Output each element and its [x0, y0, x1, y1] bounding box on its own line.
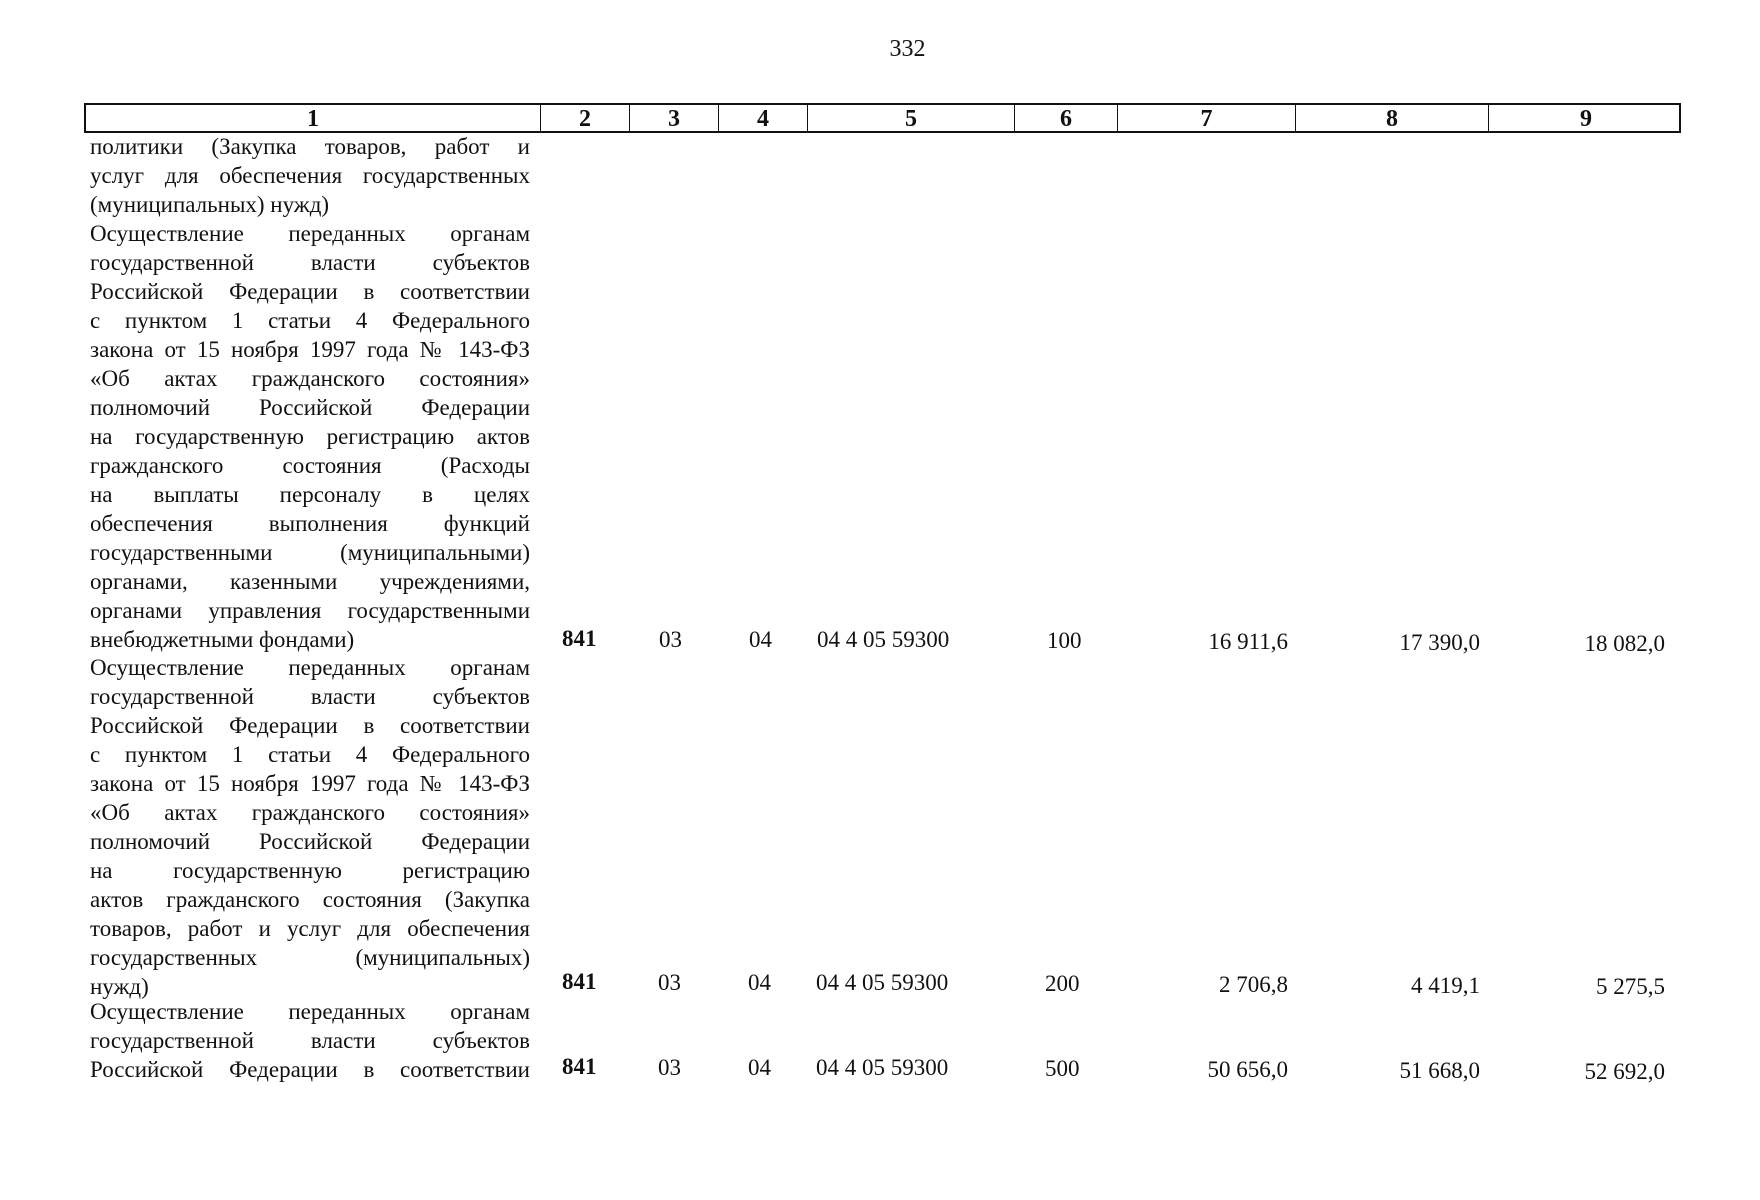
- cell-col9: 52 692,0: [1584, 1059, 1665, 1084]
- description-line: Российской Федерации в соответствии: [90, 713, 530, 738]
- row-description: [90, 219, 530, 654]
- row-description: [90, 132, 530, 219]
- description-line: на выплаты персоналу в целях: [90, 482, 530, 507]
- column-7-header: 7: [1117, 105, 1295, 131]
- description-line: «Об актах гражданского состояния»: [90, 800, 530, 825]
- cell-col8: 17 390,0: [1399, 630, 1480, 655]
- description-line: Российской Федерации в соответствии: [90, 279, 530, 304]
- cell-col5: 04 4 05 59300: [817, 627, 950, 652]
- cell-col5: 04 4 05 59300: [816, 970, 949, 995]
- description-line: государственных (муниципальных): [90, 945, 530, 970]
- cell-col4: 04: [748, 970, 771, 995]
- column-1-header: 1: [307, 106, 319, 132]
- description-line: органами управления государственными: [90, 598, 530, 623]
- row-description: [90, 997, 530, 1084]
- cell-col8: 51 668,0: [1399, 1058, 1480, 1083]
- cell-col7: 50 656,0: [1207, 1057, 1288, 1082]
- column-number-header: [84, 103, 1681, 133]
- cell-col2: 841: [562, 1054, 597, 1079]
- description-line: Осуществление переданных органам: [90, 999, 530, 1024]
- cell-col4: 04: [749, 627, 772, 652]
- cell-col9: 5 275,5: [1596, 974, 1665, 999]
- description-line: государственной власти субъектов: [90, 250, 530, 275]
- description-line: полномочий Российской Федерации: [90, 395, 530, 420]
- description-line: Осуществление переданных органам: [90, 655, 530, 680]
- description-line: Осуществление переданных органам: [90, 221, 530, 246]
- cell-col6: 100: [1047, 628, 1082, 653]
- column-3-header: 3: [629, 105, 718, 131]
- cell-col3: 03: [658, 1055, 681, 1080]
- description-line: (муниципальных) нужд): [90, 192, 330, 217]
- description-line: товаров, работ и услуг для обеспечения: [90, 916, 530, 941]
- description-line: актов гражданского состояния (Закупка: [90, 887, 530, 912]
- cell-col3: 03: [659, 627, 682, 652]
- description-line: на государственную регистрацию: [90, 858, 530, 883]
- cell-col7: 16 911,6: [1208, 629, 1288, 654]
- cell-col9: 18 082,0: [1584, 631, 1665, 656]
- cell-col4: 04: [748, 1055, 771, 1080]
- cell-col8: 4 419,1: [1411, 973, 1480, 998]
- description-line: услуг для обеспечения государственных: [90, 163, 530, 188]
- description-line: с пунктом 1 статьи 4 Федерального: [90, 308, 530, 333]
- description-line: Российской Федерации в соответствии: [90, 1057, 530, 1082]
- cell-col3: 03: [658, 970, 681, 995]
- description-line: обеспечения выполнения функций: [90, 511, 530, 536]
- description-line: закона от 15 ноября 1997 года № 143-ФЗ: [90, 771, 530, 796]
- description-line: нужд): [90, 974, 149, 999]
- column-8-header: 8: [1295, 105, 1488, 131]
- description-line: с пунктом 1 статьи 4 Федерального: [90, 742, 530, 767]
- row-description: [90, 653, 530, 1001]
- column-2-header: 2: [540, 105, 629, 131]
- cell-col6: 200: [1045, 971, 1080, 996]
- cell-col2: 841: [562, 969, 597, 994]
- description-line: государственной власти субъектов: [90, 1028, 530, 1053]
- description-line: закона от 15 ноября 1997 года № 143-ФЗ: [90, 337, 530, 362]
- cell-col5: 04 4 05 59300: [816, 1055, 949, 1080]
- description-line: политики (Закупка товаров, работ и: [90, 134, 530, 159]
- column-4-header: 4: [718, 105, 807, 131]
- description-line: «Об актах гражданского состояния»: [90, 366, 530, 391]
- column-5-header: 5: [807, 105, 1014, 131]
- page-number: 332: [889, 36, 926, 62]
- column-9-header: 9: [1488, 105, 1683, 131]
- cell-col2: 841: [562, 626, 597, 651]
- description-line: государственными (муниципальными): [90, 540, 530, 565]
- description-line: органами, казенными учреждениями,: [90, 569, 530, 594]
- cell-col7: 2 706,8: [1219, 972, 1288, 997]
- column-6-header: 6: [1014, 105, 1117, 131]
- description-line: на государственную регистрацию актов: [90, 424, 530, 449]
- description-line: гражданского состояния (Расходы: [90, 453, 530, 478]
- cell-col6: 500: [1045, 1056, 1080, 1081]
- description-line: государственной власти субъектов: [90, 684, 530, 709]
- description-line: внебюджетными фондами): [90, 627, 355, 652]
- description-line: полномочий Российской Федерации: [90, 829, 530, 854]
